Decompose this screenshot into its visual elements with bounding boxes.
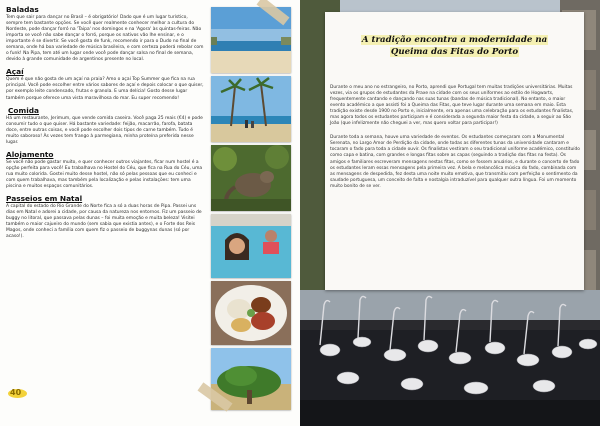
article-title-line1: A tradição encontra a modernidade na: [361, 35, 548, 45]
photo-pool-selfie: [211, 214, 291, 278]
photo-coati: [211, 145, 291, 211]
page-number: 40: [10, 388, 22, 397]
section-title-passeios: Passeios em Natal: [6, 194, 83, 204]
article-paragraph-2: Durante toda a semana, houve uma variedade de eventos. Os estudantes começaram com a Monumental Serenata, no Largo Amor de Perdição da cidade, onde todas as diferentes tunas da universidade cantaram e tocaram o fado para toda a cidade ouvir. Os finalistas vestiram o seu tradicional uniforme académico, constituído como capa e batina, com grandes e longas fitas sobre as capas (seguindo a tradição das fitas na festa). Os amigos e familiares escreveram mensagens nestas fitas, como se fossem anuários, e durante o concerto de fado os estudantes leram essas mensagens pela primeira vez. A bela e melancólica música do fado, combinada com as mensagens de despedida, fez desta uma noite muito emotiva, que transmitiu com perfeição o sentimento da saudade portuguesa, um conceito de falta e nostalgia intraduzível para qualquer outra língua. Foi um momento muito bonito de se ver.: [330, 135, 580, 189]
section-body-alojamento: Se você não pode gastar muito, e quer conhecer outros viajantes, ficar num hostel é a opção perfeita para você! Eu trabalhava no Hostel do Céu, que fica na Rua do Céu, uma rua muito colorida. Gostei muito desse hostel, não só pelas pessoas que eu conheci e com quem trabalhava, mas também pela localização e pelas instalações: tem uma piscina e muitos espaços comunitários.: [6, 159, 203, 189]
section-body-acai: Quem é que não gosta de um açaí na praia? Amo o açaí Top Summer que fica na rua principal. Você pode escolher entre vários sabores de açaí e depois colocar o que quiser, por exemplo leite condensado, frutas e granola. E uma delícia! Gosto desse lugar também porque oferece uma vista maravilhosa do mar. Eu super recomendo!: [6, 77, 204, 101]
section-title-alojamento: Alojamento: [6, 149, 54, 159]
section-title-comida: Comida: [8, 105, 40, 115]
section-body-passeios: A capital do estado do Rio Grande do Norte fica a só a duas horas de Pipa. Passei uns dias em Natal e adorei a cidade, por causa da natureza nos entornos. Fiz um passeio de buggy no litoral, que passava pelas dunas – foi muita emoção e muita beleza! Visitei também o maior cajueiro do mundo (sem sabia que existia antes), e o Forte dos Reis Magos, onde conheci a família com quem fiz o passeio de buggynas dunas (só por acaso!).: [6, 204, 202, 240]
section-body-baladas: Tem que sair para dançar no Brasil – é obrigatório! Dado que é um lugar turístico, sempre tem bastante opções. Se você quer realmente conhecer melhor a cultura do Nordeste, pode dançar forró na 'Taipa' nos domingos e na 'Agora' às quintas-feiras. Não importa se você não sabe dançar o forró, porque os nativos vão lhe ensinar, e o importante é se divertir. Se você gosta de funk, recomendo ir para o Dudo no final de semana, onde há boa variedade de música brasileira, e com certeza poderá rebolar com o funk! Na Pipa, tem até um lugar onde você pode dançar salsa no final de semana, devido à grande comunidade de argentinos presente no local.: [6, 15, 204, 63]
photo-palm-trees: [211, 76, 291, 142]
photo-column: [211, 7, 295, 413]
article-paper-card: [325, 12, 584, 290]
article-title-line2: Queima das Fitas do Porto: [390, 47, 519, 57]
photo-food-plate: [211, 281, 291, 345]
section-title-baladas: Baladas: [6, 5, 39, 14]
article-body: [330, 85, 580, 198]
article-paragraph-1: Durante o meu ano no estrangeiro, no Porto, aprendi que Portugal tem muitas tradições universitárias. Muitas vezes, via os grupos de estudantes da Praxe na cidade com os seus uniformes ao estilo de Hogwarts, frequentemente cantando e dançando nas suas tunas (bandas de música tradicional). No entanto, o maior evento académico a que assisti foi a Queima das Fitas, que teve lugar durante uma semana em maio. Esta tradição existe desde 1900 no Porto e, inicialmente, era apenas uma celebração para os estudantes finalistas, mas agora todos os estudantes participam e é considerada a segunda maior festa da cidade, a seguir ao São João (que infelizmente não cheguei a ver, mas quero voltar para participar!): [330, 85, 574, 127]
left-text-column: [6, 5, 204, 244]
article-title: [325, 34, 584, 58]
right-page: [300, 0, 600, 426]
section-body-comida: Há um restaurante, Jerimum, que vende comida caseira. Você paga 25 reais (€4) e pode consumir tudo o que quiser. Há bastante variedade: feijão, macarrão, farofa, batata doce, entre outras coisas, e você pode escolher dois tipos de carne também. Tudo é muito saboroso! Às vezes tem frango à parmegiana, minha proteína preferida nesse lugar.: [6, 115, 203, 145]
section-title-acai: Açaí: [6, 67, 24, 77]
